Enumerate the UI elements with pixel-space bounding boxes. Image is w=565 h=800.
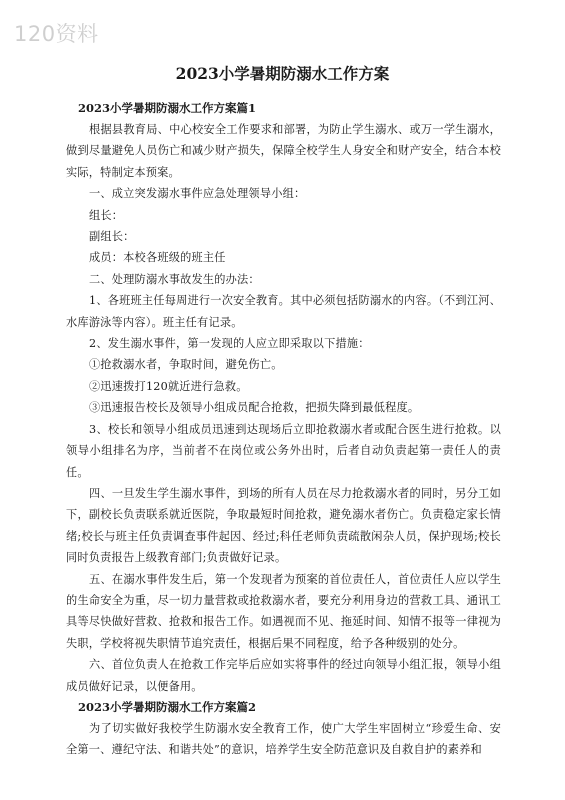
paragraph: 3、校长和领导小组成员迅速到达现场后立即抢救溺水者或配合医生进行抢救。以领导小组排名为序，当前者不在岗位或公务外出时，后者自动负责起第一责任人的责任。 xyxy=(66,422,501,479)
paragraph: 二、处理防溺水事故发生的办法： xyxy=(89,272,260,286)
section-heading: 2023小学暑期防溺水工作方案篇2 xyxy=(78,699,257,714)
document-title: 2023小学暑期防溺水工作方案 xyxy=(175,64,390,83)
paragraph: 六、首位负责人在抢救工作完毕后应如实将事件的经过向领导小组汇报，领导小组成员做好记录，以便备用。 xyxy=(66,658,501,693)
paragraph: 组长： xyxy=(89,208,124,222)
watermark: 120资料 xyxy=(14,22,99,46)
paragraph: 副组长： xyxy=(89,230,135,244)
document-body xyxy=(0,98,565,761)
paragraph: ①抢救溺水者，争取时间，避免伤亡。 xyxy=(89,358,283,372)
section-heading: 2023小学暑期防溺水工作方案篇1 xyxy=(78,101,257,115)
paragraph: 四、一旦发生学生溺水事件，到场的所有人员在尽力抢救溺水者的同时，另分工如下，副校长负责联系就近医院，争取最短时间抢救，避免溺水者伤亡。负责稳定家长情绪;校长与班主任负责调查事件起因、经过;科任老师负责疏散闲杂人员，保护现场;校长同时负责报告上级教育部门;负责做好记录。 xyxy=(66,486,501,565)
document-page xyxy=(0,62,565,761)
paragraph: ②迅速拨打120就近进行急救。 xyxy=(89,379,248,393)
paragraph: 1、各班班主任每周进行一次安全教育。其中必须包括防溺水的内容。（不到江河、水库游泳等内容）。班主任有记录。 xyxy=(66,294,501,329)
paragraph: 为了切实做好我校学生防溺水安全教育工作，使广大学生牢固树立“珍爱生命、安全第一、遵纪守法、和谐共处”的意识，培养学生安全防范意识及自救自护的素养和 xyxy=(66,721,501,757)
paragraph: 一、成立突发溺水事件应急处理领导小组： xyxy=(89,187,306,201)
paragraph: 成员：本校各班级的班主任 xyxy=(89,251,226,265)
paragraph: 五、在溺水事件发生后，第一个发现者为预案的首位责任人，首位责任人应以学生的生命安全为重，尽一切力量营救或抢救溺水者，要充分利用身边的营救工具、通讯工具等尽快做好营救、抢救和报告工作。如遇视而不见、拖延时间、知情不报等一律视为失职，学校将视失职情节追究责任，根据后果不同程度，给予各种级别的处分。 xyxy=(66,572,501,650)
paragraph: ③迅速报告校长及领导小组成员配合抢救，把损失降到最低程度。 xyxy=(89,401,420,415)
paragraph: 根据县教育局、中心校安全工作要求和部署，为防止学生溺水、或万一学生溺水，做到尽量避免人员伤亡和减少财产损失，保障全校学生人身安全和财产安全，结合本校实际，特制定本预案。 xyxy=(66,123,501,179)
paragraph: 2、发生溺水事件，第一发现的人应立即采取以下措施： xyxy=(89,337,370,351)
